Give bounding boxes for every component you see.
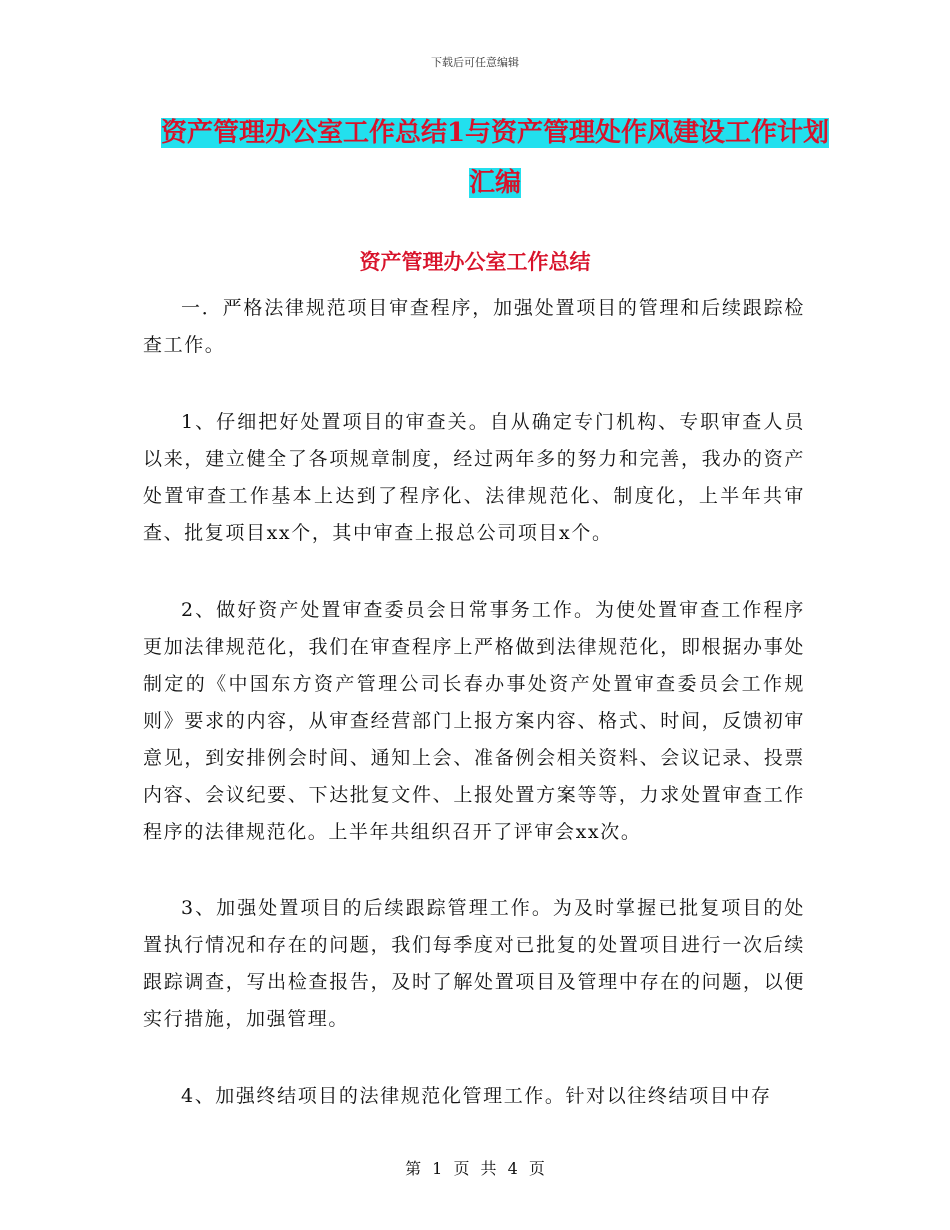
- page-footer: 第 1 页 共 4 页: [405, 1159, 545, 1178]
- paragraph-4: 3、加强处置项目的后续跟踪管理工作。为及时掌握已批复项目的处置执行情况和存在的问题，我们每季度对已批复的处置项目进行一次后续跟踪调查，写出检查报告，及时了解处置项目及管理中存在的问题，以便实行措施，加强管理。: [143, 897, 805, 1030]
- document-title-text: 资产管理办公室工作总结1与资产管理处作风建设工作计划汇编: [160, 118, 830, 198]
- paragraph-5: 4、加强终结项目的法律规范化管理工作。针对以往终结项目中存: [181, 1085, 772, 1107]
- paragraph-3: 2、做好资产处置审查委员会日常事务工作。为使处置审查工作程序更加法律规范化，我们在审查程序上严格做到法律规范化，即根据办事处制定的《中国东方资产管理公司长春办事处资产处置审查委员会工作规则》要求的内容，从审查经营部门上报方案内容、格式、时间，反馈初审意见，到安排例会时间、通知上会、准备例会相关资料、会议记录、投票内容、会议纪要、下达批复文件、上报处置方案等等，力求处置审查工作程序的法律规范化。上半年共组织召开了评审会xx次。: [143, 599, 805, 843]
- section-title: 资产管理办公室工作总结: [359, 249, 591, 274]
- paragraph-1: 一．严格法律规范项目审查程序，加强处置项目的管理和后续跟踪检查工作。: [143, 297, 805, 356]
- document-title: [150, 108, 840, 208]
- header-note: 下载后可任意编辑: [431, 56, 519, 69]
- paragraph-2: 1、仔细把好处置项目的审查关。自从确定专门机构、专职审查人员以来，建立健全了各项规章制度，经过两年多的努力和完善，我办的资产处置审查工作基本上达到了程序化、法律规范化、制度化，上半年共审查、批复项目xx个，其中审查上报总公司项目x个。: [143, 411, 805, 544]
